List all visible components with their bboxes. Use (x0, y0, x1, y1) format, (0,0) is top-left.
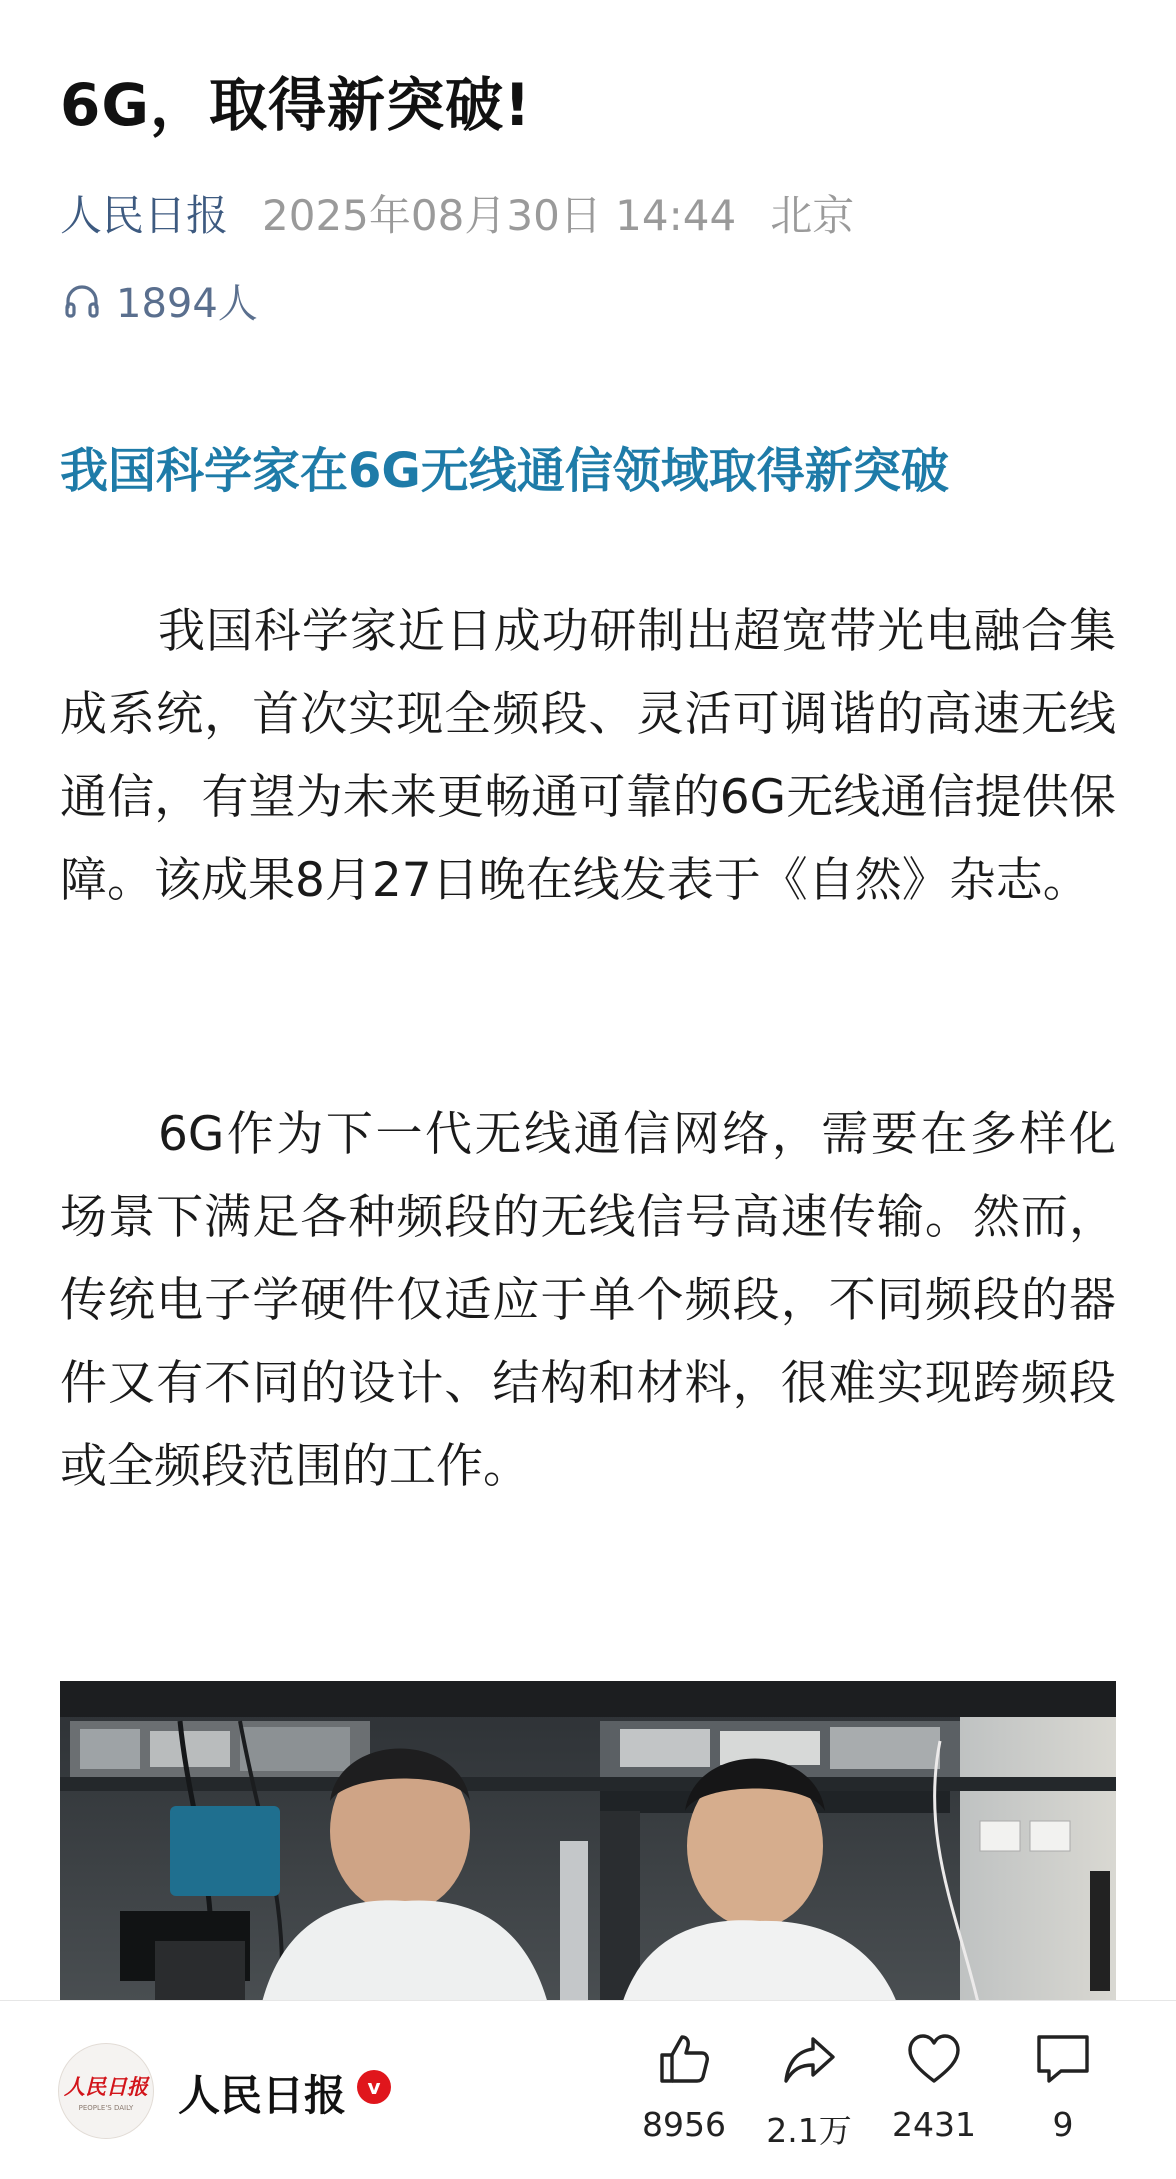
svg-text:人民日报: 人民日报 (64, 2074, 148, 2099)
lab-photo-illustration (60, 1681, 1116, 2011)
like-count: 8956 (642, 2105, 726, 2144)
verified-badge-icon (356, 2069, 392, 2105)
article-title: 6G，取得新突破! (60, 71, 532, 139)
publish-location: 北京 (770, 191, 855, 240)
share-button[interactable] (749, 2031, 869, 2152)
svg-text:v: v (367, 2075, 381, 2099)
favorite-count: 2431 (892, 2105, 976, 2144)
article-photo[interactable] (60, 1681, 1116, 2011)
account-name[interactable]: 人民日报 (178, 2071, 347, 2120)
article-meta (60, 183, 854, 243)
account-avatar[interactable] (58, 2043, 154, 2139)
like-button[interactable] (624, 2031, 744, 2144)
paragraph: 6G作为下一代无线通信网络，需要在多样化场景下满足各种频段的无线信号高速传输。然而，传统电子学硬件仅适应于单个频段，不同频段的器件又有不同的设计、结构和材料，很难实现跨频段或全频段范围的工作。 (60, 1107, 1116, 1494)
bottom-action-bar (0, 2000, 1176, 2179)
heart-icon (906, 2031, 962, 2087)
article-subheading: 我国科学家在6G无线通信领域取得新突破 (60, 443, 949, 499)
headphones-icon (62, 281, 102, 321)
comment-button[interactable] (1003, 2031, 1123, 2144)
listen-count: 1894人 (116, 281, 258, 327)
share-icon (781, 2031, 837, 2087)
source-link[interactable]: 人民日报 (60, 191, 229, 240)
share-count: 2.1万 (766, 2111, 852, 2150)
peoples-daily-logo (59, 2044, 153, 2138)
publish-datetime: 2025年08月30日 14:44 (262, 191, 737, 240)
svg-text:PEOPLE'S DAILY: PEOPLE'S DAILY (78, 2104, 134, 2112)
paragraph: 我国科学家近日成功研制出超宽带光电融合集成系统，首次实现全频段、灵活可调谐的高速无线通信，有望为未来更畅通可靠的6G无线通信提供保障。该成果8月27日晚在线发表于《自然》杂志。 (60, 604, 1116, 908)
comment-icon (1033, 2031, 1093, 2087)
favorite-button[interactable] (874, 2031, 994, 2144)
comment-count: 9 (1052, 2105, 1074, 2144)
listen-button[interactable] (62, 272, 258, 329)
thumbs-up-icon (656, 2031, 712, 2087)
